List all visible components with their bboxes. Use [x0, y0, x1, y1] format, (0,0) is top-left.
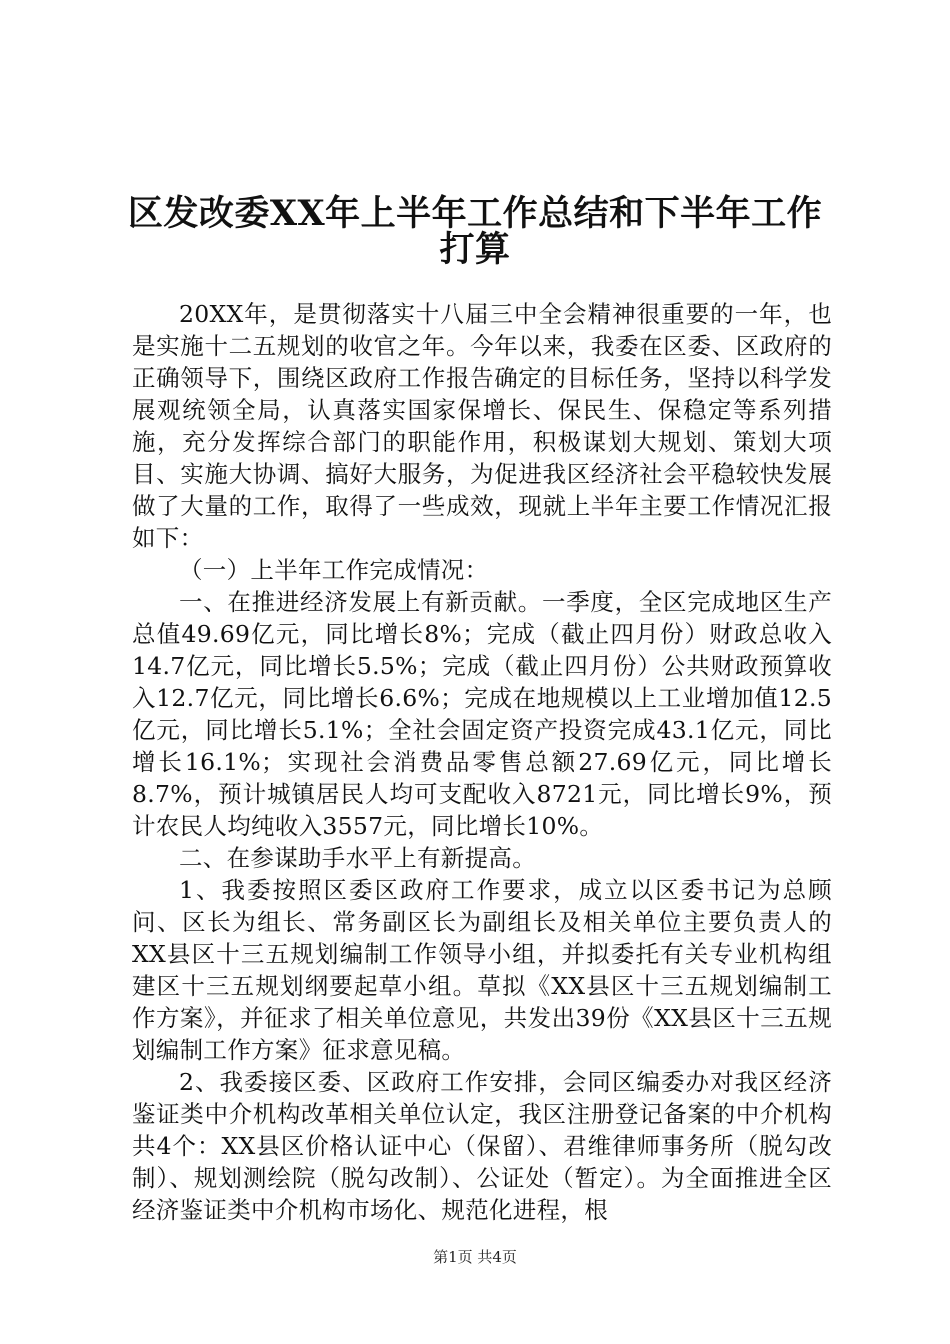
- paragraph-intro: 20XX年，是贯彻落实十八届三中全会精神很重要的一年，也是实施十二五规划的收官之年。今年以来，我委在区委、区政府的正确领导下，围绕区政府工作报告确定的目标任务，坚持以科学发展观统领全局，认真落实国家保增长、保民生、保稳定等系列措施，充分发挥综合部门的职能作用，积极谋划大规划、策划大项目、实施大协调、搞好大服务，为促进我区经济社会平稳较快发展做了大量的工作，取得了一些成效，现就上半年主要工作情况汇报如下：: [132, 300, 832, 552]
- paragraph-item-2: 2、我委接区委、区政府工作安排，会同区编委办对我区经济鉴证类中介机构改革相关单位认定，我区注册登记备案的中介机构共4个：XX县区价格认证中心（保留）、君维律师事务所（脱勾改制）、规划测绘院（脱勾改制）、公证处（暂定）。为全面推进全区经济鉴证类中介机构市场化、规范化进程，根: [132, 1068, 832, 1224]
- paragraph-advisory-heading: 二、在参谋助手水平上有新提高。: [179, 844, 536, 872]
- page-number-footer: 第1页 共4页: [433, 1248, 517, 1266]
- paragraph-item-1: 1、我委按照区委区政府工作要求，成立以区委书记为总顾问、区长为组长、常务副区长为副组长及相关单位主要负责人的XX县区十三五规划编制工作领导小组，并拟委托有关专业机构组建区十三五规划纲要起草小组。草拟《XX县区十三五规划编制工作方案》，并征求了相关单位意见，共发出39份《XX县区十三五规划编制工作方案》征求意见稿。: [132, 876, 832, 1064]
- document-title-line-1: 区发改委XX年上半年工作总结和下半年工作: [127, 193, 823, 234]
- document-title-line-2: 打算: [439, 229, 511, 270]
- paragraph-economic-development: 一、在推进经济发展上有新贡献。一季度，全区完成地区生产总值49.69亿元，同比增长8%；完成（截止四月份）财政总收入14.7亿元，同比增长5.5%；完成（截止四月份）公共财政预算收入12.7亿元，同比增长6.6%；完成在地规模以上工业增加值12.5亿元，同比增长5.1%；全社会固定资产投资完成43.1亿元，同比增长16.1%；实现社会消费品零售总额27.69亿元，同比增长8.7%，预计城镇居民人均可支配收入8721元，同比增长9%，预计农民人均纯收入3557元，同比增长10%。: [132, 588, 832, 840]
- paragraph-section-heading: （一）上半年工作完成情况：: [179, 556, 489, 584]
- document-body: [132, 298, 832, 1226]
